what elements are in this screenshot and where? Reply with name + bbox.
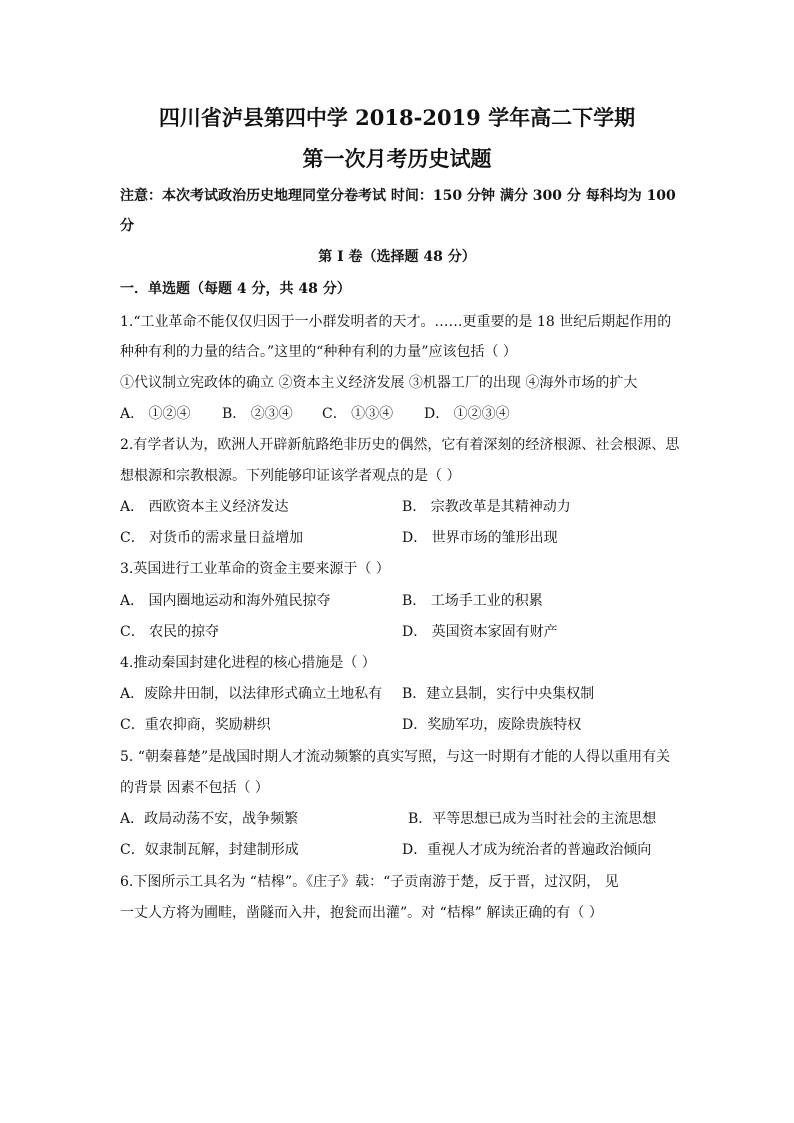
- question-2-stem-line-1: 2.有学者认为，欧洲人开辟新航路绝非历史的偶然，它有着深刻的经济根源、社会根源、思: [120, 437, 680, 453]
- question-3-option-a: A． 国内圈地运动和海外殖民掠夺: [120, 593, 331, 609]
- question-3-stem: 3.英国进行工业革命的资金主要来源于（ ）: [120, 561, 390, 577]
- question-1-option-c: C． ①③④: [322, 406, 394, 422]
- question-4-option-b: B．建立县制，实行中央集权制: [402, 686, 595, 702]
- question-1-stem-line-2: 种种有利的力量的结合。”这里的“种种有利的力量”应该包括（ ）: [120, 344, 517, 360]
- exam-notice-line-2: 分: [120, 218, 134, 234]
- part-title: 一．单选题（每题 4 分，共 48 分）: [120, 281, 351, 297]
- question-1-stem-line-1: 1.“工业革命不能仅仅归因于一小群发明者的天才。……更重要的是 18 世纪后期起作用的: [120, 314, 672, 330]
- question-5-stem-line-2: 的背景 因素不包括（ ）: [120, 780, 269, 796]
- question-5-option-d: D．重视人才成为统治者的普遍政治倾向: [402, 842, 652, 858]
- question-5-stem-line-1: 5. “朝秦暮楚”是战国时期人才流动频繁的真实写照，与这一时期有才能的人得以重用有关: [120, 749, 671, 765]
- exam-title-line-1: 四川省泸县第四中学 2018-2019 学年高二下学期: [158, 105, 636, 130]
- exam-title-line-2: 第一次月考历史试题: [302, 146, 492, 171]
- exam-notice-line-1: 注意：本次考试政治历史地理同堂分卷考试 时间：150 分钟 满分 300 分 每科均为 100: [120, 188, 676, 204]
- section-title: 第 I 卷（选择题 48 分）: [318, 249, 476, 265]
- question-4-option-a: A．废除井田制，以法律形式确立土地私有: [120, 686, 383, 702]
- question-3-option-d: D． 英国资本家固有财产: [402, 624, 558, 640]
- question-2-option-a: A． 西欧资本主义经济发达: [120, 499, 289, 515]
- question-4-option-d: D．奖励军功，废除贵族特权: [402, 717, 582, 733]
- question-3-option-b: B． 工场手工业的积累: [402, 593, 543, 609]
- question-1-option-d: D． ①②③④: [424, 406, 510, 422]
- question-6-stem-line-1: 6.下图所示工具名为 “桔槔”。《庄子》载：“子贡南游于楚，反于晋，过汉阴， 见: [120, 874, 619, 890]
- question-1-option-b: B． ②③④: [222, 406, 293, 422]
- question-4-stem: 4.推动秦国封建化进程的核心措施是（ ）: [120, 655, 376, 671]
- question-4-option-c: C．重农抑商，奖励耕织: [120, 717, 271, 733]
- question-5-option-a: A．政局动荡不安，战争频繁: [120, 811, 299, 827]
- question-6-stem-line-2: 一丈人方将为圃畦，凿隧而入井，抱瓮而出灌”。对 “桔槔” 解读正确的有（ ）: [120, 905, 603, 921]
- question-2-option-c: C． 对货币的需求量日益增加: [120, 530, 304, 546]
- question-2-stem-line-2: 想根源和宗教根源。下列能够印证该学者观点的是（ ）: [120, 468, 461, 484]
- question-2-option-d: D． 世界市场的雏形出现: [402, 530, 558, 546]
- question-5-option-b: B．平等思想已成为当时社会的主流思想: [408, 811, 657, 827]
- question-5-option-c: C．奴隶制瓦解，封建制形成: [120, 842, 299, 858]
- question-3-option-c: C． 农民的掠夺: [120, 624, 220, 640]
- question-1-statements: ①代议制立宪政体的确立 ②资本主义经济发展 ③机器工厂的出现 ④海外市场的扩大: [120, 375, 638, 391]
- question-1-option-a: A． ①②④: [120, 406, 191, 422]
- question-2-option-b: B． 宗教改革是其精神动力: [402, 499, 571, 515]
